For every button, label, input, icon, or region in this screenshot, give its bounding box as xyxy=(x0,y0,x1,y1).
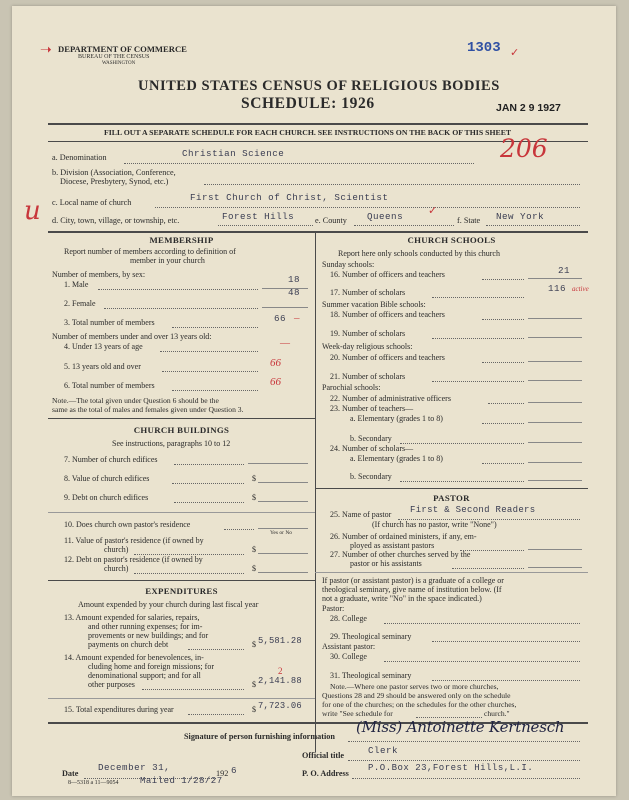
q24a-label: a. Elementary (grades 1 to 8) xyxy=(350,454,443,463)
po-address-label: P. O. Address xyxy=(302,769,349,778)
q11-dollar: $ xyxy=(252,545,256,554)
pastor-title: PASTOR xyxy=(433,493,470,503)
q23b-label: b. Secondary xyxy=(350,434,392,443)
q15-value: 7,723.06 xyxy=(258,701,302,711)
denomination-label: a. Denomination xyxy=(52,153,107,162)
expenditures-intro: Amount expended by your church during last fiscal year xyxy=(78,600,259,609)
q14-value: 2,141.88 xyxy=(258,676,302,686)
members-by-sex-label: Number of members, by sex: xyxy=(52,270,146,279)
pastor-note-3: for one of the churches; on the schedules for the other churches, xyxy=(322,700,517,709)
q11-label: 11. Value of pastor's residence (if owned by xyxy=(64,536,204,545)
po-address-value: P.O.Box 23,Forest Hills,L.I. xyxy=(368,763,534,773)
q12-label-2: church) xyxy=(104,564,129,573)
q10-label: 10. Does church own pastor's residence xyxy=(64,520,191,529)
q6-label: 6. Total number of members xyxy=(64,381,155,390)
q1-label: 1. Male xyxy=(64,280,89,289)
date-value: December 31, xyxy=(98,762,171,773)
pastor-note-2: Questions 28 and 29 should be answered only on the schedule xyxy=(322,691,511,700)
local-name-label: c. Local name of church xyxy=(52,198,132,207)
q15-label: 15. Total expenditures during year xyxy=(64,705,174,714)
pastor-note-4b: church." xyxy=(484,709,510,718)
q14-red-mark: 2 xyxy=(278,666,283,676)
q13-label-2: and other running expenses; for im- xyxy=(88,622,203,631)
q19-label: 19. Number of scholars xyxy=(330,329,406,338)
q13-label-4: payments on church debt xyxy=(88,640,169,649)
yes-no-hint: Yes or No xyxy=(270,530,293,536)
q27-label-2: pastor or his assistants xyxy=(350,559,422,568)
buildings-intro: See instructions, paragraphs 10 to 12 xyxy=(112,439,231,448)
q9-dollar: $ xyxy=(252,493,256,502)
q3-red-mark: – xyxy=(294,312,300,324)
instruction-line: FILL OUT A SEPARATE SCHEDULE FOR EACH CHURCH. SEE INSTRUCTIONS ON THE BACK OF THIS SHEET xyxy=(104,128,512,137)
pastor-sublabel: Pastor: xyxy=(322,604,345,613)
department-label: DEPARTMENT OF COMMERCE xyxy=(58,44,187,54)
county-check: ✓ xyxy=(428,205,438,217)
pastor-intro-2: theological seminary, give name of institution below. (If xyxy=(322,585,502,594)
q25-value: First & Second Readers xyxy=(410,505,536,515)
summer-schools-label: Summer vacation Bible schools: xyxy=(322,300,426,309)
census-schedule-sheet xyxy=(12,6,616,796)
check-mark: ✓ xyxy=(510,47,520,59)
q1-value: 18 xyxy=(288,274,301,285)
pastor-intro: If pastor (or assistant pastor) is a graduate of a college or xyxy=(322,576,504,585)
q25-label: 25. Name of pastor xyxy=(330,510,392,519)
official-title-label: Official title xyxy=(302,751,345,760)
schedule-title: SCHEDULE: 1926 xyxy=(241,95,375,112)
q30-label: 30. College xyxy=(330,652,367,661)
q13-dollar: $ xyxy=(252,640,256,649)
membership-title: MEMBERSHIP xyxy=(149,235,214,245)
q14-label-2: cluding home and foreign missions; for xyxy=(88,662,214,671)
q16-label: 16. Number of officers and teachers xyxy=(330,270,445,279)
date-stamp: JAN 2 9 1927 xyxy=(496,102,561,114)
q24-label: 24. Number of scholars— xyxy=(330,444,414,453)
q3-value: 66 xyxy=(274,313,287,324)
q18-label: 18. Number of officers and teachers xyxy=(330,310,445,319)
form-title: UNITED STATES CENSUS OF RELIGIOUS BODIES xyxy=(138,78,500,94)
q15-dollar: $ xyxy=(252,705,256,714)
stamp-number: 1303 xyxy=(467,40,501,56)
local-name-value: First Church of Christ, Scientist xyxy=(190,192,389,203)
red-handwritten-number: 206 xyxy=(500,134,548,163)
q4-value: — xyxy=(280,338,290,349)
q5-value: 66 xyxy=(270,357,281,369)
q14-label-3: denominational support; and for all xyxy=(88,671,201,680)
q7-label: 7. Number of church edifices xyxy=(64,455,158,464)
q17-label: 17. Number of scholars xyxy=(330,288,406,297)
q8-label: 8. Value of church edifices xyxy=(64,474,150,483)
red-margin-mark: u xyxy=(24,196,41,226)
pastor-intro-3: not a graduate, write "No" in the space indicated.) xyxy=(322,594,482,603)
q2-value: 48 xyxy=(288,287,301,298)
date-label: Date xyxy=(62,769,79,778)
q26-label: 26. Number of ordained ministers, if any, em- xyxy=(330,532,477,541)
q13-value: 5,581.28 xyxy=(258,636,302,646)
q4-label: 4. Under 13 years of age xyxy=(64,342,143,351)
q3-label: 3. Total number of members xyxy=(64,318,155,327)
q5-label: 5. 13 years old and over xyxy=(64,362,141,371)
q26-label-2: ployed as assistant pastors xyxy=(350,541,435,550)
q22-label: 22. Number of administrative officers xyxy=(330,394,451,403)
q14-label: 14. Amount expended for benevolences, in- xyxy=(64,653,204,662)
q17-value: 116 xyxy=(548,283,567,294)
weekday-schools-label: Week-day religious schools: xyxy=(322,342,413,351)
state-label: f. State xyxy=(457,216,481,225)
membership-note-2: same as the total of males and females given under Question 3. xyxy=(52,405,244,414)
year-suffix: 6 xyxy=(231,765,238,776)
assistant-pastor-label: Assistant pastor: xyxy=(322,642,376,651)
division-label-2: Diocese, Presbytery, Synod, etc.) xyxy=(60,177,169,186)
official-title-value: Clerk xyxy=(368,745,399,756)
q27-label: 27. Number of other churches served by the xyxy=(330,550,471,559)
mailed-note: Mailed 1/28/27 xyxy=(140,776,223,786)
signature-label: Signature of person furnishing information xyxy=(184,732,335,741)
q13-label: 13. Amount expended for salaries, repairs, xyxy=(64,613,200,622)
q25-note: (If church has no pastor, write "None") xyxy=(372,520,497,529)
q17-note: active xyxy=(572,285,589,293)
q11-label-2: church) xyxy=(104,545,129,554)
q16-value: 21 xyxy=(558,265,571,276)
signature-value: (Miss) Antoinette Kertnesch xyxy=(356,718,565,736)
q12-dollar: $ xyxy=(252,564,256,573)
pastor-note: Note.—Where one pastor serves two or more churches, xyxy=(330,682,499,691)
parochial-schools-label: Parochial schools: xyxy=(322,383,381,392)
q13-label-3: provements or new buildings; and for xyxy=(88,631,209,640)
schools-title: CHURCH SCHOOLS xyxy=(407,235,496,245)
q21-label: 21. Number of scholars xyxy=(330,372,406,381)
q29-label: 29. Theological seminary xyxy=(330,632,412,641)
q6-value: 66 xyxy=(270,376,281,388)
q8-dollar: $ xyxy=(252,474,256,483)
membership-note: Note.—The total given under Question 6 should be the xyxy=(52,396,219,405)
q12-label: 12. Debt on pastor's residence (if owned by xyxy=(64,555,203,564)
red-arrow-mark: ➝ xyxy=(40,43,52,58)
city-label-field: d. City, town, village, or township, etc. xyxy=(52,216,180,225)
q9-label: 9. Debt on church edifices xyxy=(64,493,149,502)
city-label: WASHINGTON xyxy=(102,61,136,66)
membership-intro-2: member in your church xyxy=(130,256,205,265)
q31-label: 31. Theological seminary xyxy=(330,671,412,680)
buildings-title: CHURCH BUILDINGS xyxy=(133,425,230,435)
form-code: 8—5318 a 11—9054 xyxy=(68,780,119,786)
q28-label: 28. College xyxy=(330,614,367,623)
bureau-label: BUREAU OF THE CENSUS xyxy=(78,54,150,60)
q23-label: 23. Number of teachers— xyxy=(330,404,414,413)
sunday-schools-label: Sunday schools: xyxy=(322,260,375,269)
q24b-label: b. Secondary xyxy=(350,472,392,481)
schools-intro: Report here only schools conducted by this church xyxy=(338,249,500,258)
state-value: New York xyxy=(496,211,545,222)
year-prefix: 192 xyxy=(216,769,229,778)
q2-label: 2. Female xyxy=(64,299,96,308)
membership-intro: Report number of members according to definition of xyxy=(64,247,236,256)
expenditures-title: EXPENDITURES xyxy=(145,586,218,596)
q14-label-4: other purposes xyxy=(88,680,135,689)
city-value: Forest Hills xyxy=(222,211,295,222)
q23a-label: a. Elementary (grades 1 to 8) xyxy=(350,414,443,423)
under-over-label: Number of members under and over 13 years old: xyxy=(52,332,212,341)
county-value: Queens xyxy=(367,211,404,222)
denomination-value: Christian Science xyxy=(182,148,285,159)
pastor-note-4: write "See schedule for xyxy=(322,709,393,718)
q14-dollar: $ xyxy=(252,680,256,689)
county-label: e. County xyxy=(315,216,347,225)
q20-label: 20. Number of officers and teachers xyxy=(330,353,445,362)
division-label: b. Division (Association, Conference, xyxy=(52,168,176,177)
